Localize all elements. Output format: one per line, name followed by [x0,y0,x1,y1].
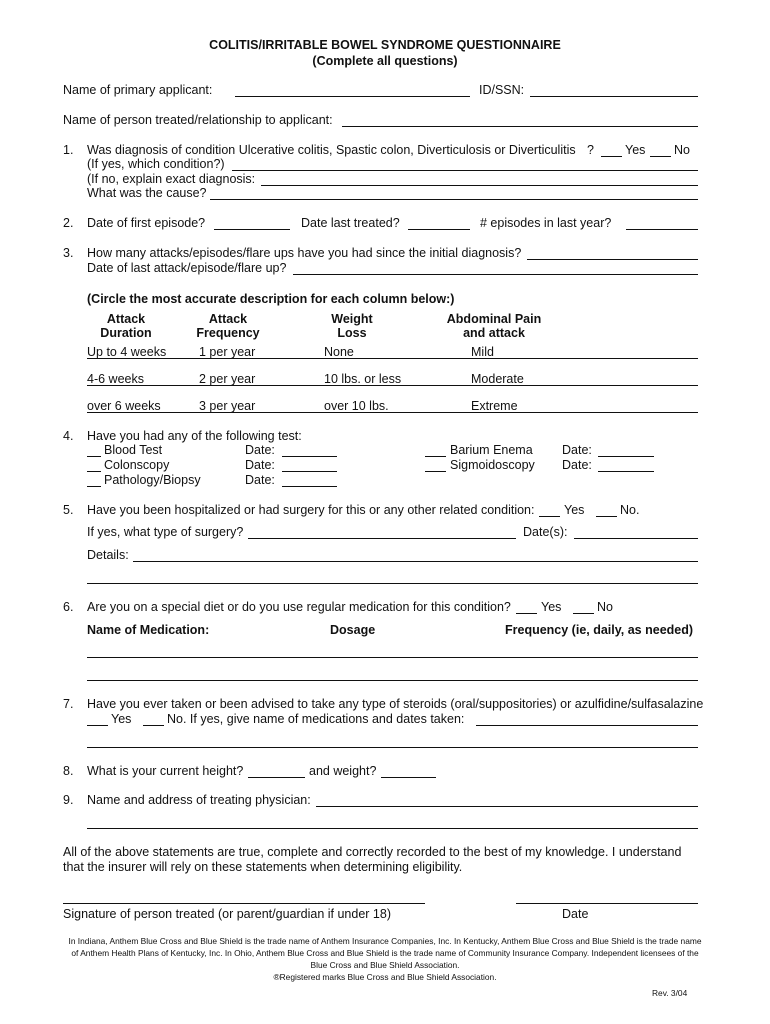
date-field[interactable] [516,903,698,904]
q2-last-label: Date last treated? [301,216,400,230]
q3-date-field[interactable] [293,274,698,275]
q3-text: How many attacks/episodes/flare ups have you had since the initial diagnosis? [87,246,522,260]
q5-details-field-2[interactable] [87,583,698,584]
signature-label: Signature of person treated (or parent/guardian if under 18) [63,907,391,921]
q8-height-label: What is your current height? [87,764,244,778]
q1-text: Was diagnosis of condition Ulcerative colitis, Spastic colon, Diverticulosis or Diverticulitis [87,143,576,157]
header-duration-1: Attack [106,312,146,326]
id-label: ID/SSN: [479,83,525,97]
sigmoid-blank[interactable] [425,471,446,472]
q5-dates-label: Date(s): [523,525,568,539]
q1-sub1-label: (If yes, which condition?) [87,157,225,171]
q6-yes-label: Yes [541,600,562,614]
row2-rule [87,385,698,386]
header-weight-2: Loss [337,326,367,340]
blood-test-blank[interactable] [87,456,101,457]
biopsy-blank[interactable] [87,486,101,487]
row2-frequency[interactable]: 2 per year [199,372,256,386]
header-frequency-2: Frequency [196,326,260,340]
row1-frequency[interactable]: 1 per year [199,345,256,359]
q1-yes-blank[interactable] [601,156,622,157]
date-label: Date [562,907,589,921]
sigmoid-date-field[interactable] [598,471,654,472]
dosage-header: Dosage [330,623,376,637]
statement-line-2: that the insurer will rely on these statements when determining eligibility. [63,860,463,874]
q1-yes-label: Yes [625,143,646,157]
q5-text: Have you been hospitalized or had surgery for this or any other related condition: [87,503,535,517]
sigmoid-date-label: Date: [562,458,592,472]
q2-number: 2. [63,216,74,230]
barium-date-label: Date: [562,443,592,457]
statement-line-1: All of the above statements are true, complete and correctly recorded to the best of my knowledge. I understand [63,845,682,859]
applicant-field[interactable] [235,96,470,97]
q3-number: 3. [63,246,74,260]
header-frequency-1: Attack [208,312,248,326]
q6-no-blank[interactable] [573,613,594,614]
q7-no-blank[interactable] [143,725,164,726]
q7-yes-blank[interactable] [87,725,108,726]
q1-number: 1. [63,143,74,157]
row3-weight[interactable]: over 10 lbs. [324,399,389,413]
blood-test-date-label: Date: [245,443,275,457]
footer-line-3: Blue Cross and Blue Shield Association. [310,960,460,970]
q7-yes-label: Yes [111,712,132,726]
q5-details-label: Details: [87,548,129,562]
row3-frequency[interactable]: 3 per year [199,399,256,413]
row1-rule [87,358,698,359]
colonscopy-date-field[interactable] [282,471,337,472]
q7-number: 7. [63,697,74,711]
revision: Rev. 3/04 [652,988,688,998]
q2-last-field[interactable] [408,229,470,230]
q1-qmark: ? [587,143,594,157]
biopsy-date-field[interactable] [282,486,337,487]
medication-header: Name of Medication: [87,623,210,637]
colonscopy-date-label: Date: [245,458,275,472]
footer-line-2: of Anthem Health Plans of Kentucky, Inc. In Ohio, Anthem Blue Cross and Blue Shield is the trade name of Community Insurance Company. Independent licensees of the [71,948,699,958]
physician-field-2[interactable] [87,828,698,829]
q7-no-label: No. If yes, give name of medications and dates taken: [167,712,465,726]
q5-yes-label: Yes [564,503,585,517]
q3-circle-instruction: (Circle the most accurate description for each column below:) [87,292,455,306]
blood-test-label: Blood Test [104,443,163,457]
header-duration-2: Duration [100,326,152,340]
q5-number: 5. [63,503,74,517]
q1-sub3-field[interactable] [210,199,698,200]
q6-yes-blank[interactable] [516,613,537,614]
row3-rule [87,412,698,413]
row1-pain[interactable]: Mild [471,345,494,359]
q4-text: Have you had any of the following test: [87,429,302,443]
q2-episodes-field[interactable] [626,229,698,230]
person-field[interactable] [342,126,698,127]
row2-weight[interactable]: 10 lbs. or less [324,372,402,386]
q2-first-label: Date of first episode? [87,216,206,230]
q3-count-field[interactable] [527,259,698,260]
q7-medications-field[interactable] [476,725,698,726]
q3-sub-label: Date of last attack/episode/flare up? [87,261,287,275]
applicant-label: Name of primary applicant: [63,83,213,97]
physician-field[interactable] [316,806,698,807]
q5-no-label: No. [620,503,640,517]
q7-medications-field-2[interactable] [87,747,698,748]
q6-number: 6. [63,600,74,614]
q5-surgery-field[interactable] [248,538,516,539]
sigmoid-label: Sigmoidoscopy [450,458,535,472]
header-pain-2: and attack [463,326,525,340]
q2-episodes-label: # episodes in last year? [480,216,612,230]
q6-no-label: No [597,600,613,614]
row1-weight[interactable]: None [324,345,354,359]
q7-text: Have you ever taken or been advised to take any type of steroids (oral/suppositories) or azulfidine/sulfasalazine [87,697,704,711]
barium-blank[interactable] [425,456,446,457]
q1-sub1-field[interactable] [232,170,698,171]
header-weight-1: Weight [331,312,373,326]
q8-weight-label: and weight? [309,764,377,778]
id-field[interactable] [530,96,698,97]
row2-pain[interactable]: Moderate [471,372,524,386]
q5-surgery-label: If yes, what type of surgery? [87,525,244,539]
biopsy-date-label: Date: [245,473,275,487]
blood-test-date-field[interactable] [282,456,337,457]
header-pain-1: Abdominal Pain [446,312,542,326]
barium-date-field[interactable] [598,456,654,457]
biopsy-label: Pathology/Biopsy [104,473,201,487]
row3-duration[interactable]: over 6 weeks [87,399,161,413]
signature-field[interactable] [63,903,425,904]
medication-line-2[interactable] [87,680,698,681]
weight-field[interactable] [381,777,436,778]
q2-first-field[interactable] [214,229,290,230]
q1-sub3-label: What was the cause? [87,186,207,200]
q1-sub2-field[interactable] [261,185,698,186]
form-title: COLITIS/IRRITABLE BOWEL SYNDROME QUESTIONNAIRE [209,38,561,52]
q9-number: 9. [63,793,74,807]
q5-dates-field[interactable] [574,538,698,539]
footer-line-1: In Indiana, Anthem Blue Cross and Blue Shield is the trade name of Anthem Insurance Companies, Inc. In Kentucky, Anthem Blue Cross and Blue Shield is the trade name [68,936,702,946]
row3-pain[interactable]: Extreme [471,399,518,413]
q4-number: 4. [63,429,74,443]
q1-sub2-label: (If no, explain exact diagnosis: [87,172,256,186]
q5-yes-blank[interactable] [539,516,560,517]
frequency-header: Frequency (ie, daily, as needed) [505,623,694,637]
footer-line-4: ®Registered marks Blue Cross and Blue Shield Association. [273,972,497,982]
colonscopy-label: Colonscopy [104,458,170,472]
row1-duration[interactable]: Up to 4 weeks [87,345,167,359]
q5-no-blank[interactable] [596,516,617,517]
barium-label: Barium Enema [450,443,533,457]
colonscopy-blank[interactable] [87,471,101,472]
q1-no-blank[interactable] [650,156,671,157]
q9-text: Name and address of treating physician: [87,793,311,807]
q5-details-field[interactable] [133,561,698,562]
q6-text: Are you on a special diet or do you use regular medication for this condition? [87,600,511,614]
height-field[interactable] [248,777,305,778]
medication-line-1[interactable] [87,657,698,658]
person-label: Name of person treated/relationship to applicant: [63,113,333,127]
q8-number: 8. [63,764,74,778]
q1-no-label: No [674,143,690,157]
form-subtitle: (Complete all questions) [312,54,458,68]
row2-duration[interactable]: 4-6 weeks [87,372,144,386]
